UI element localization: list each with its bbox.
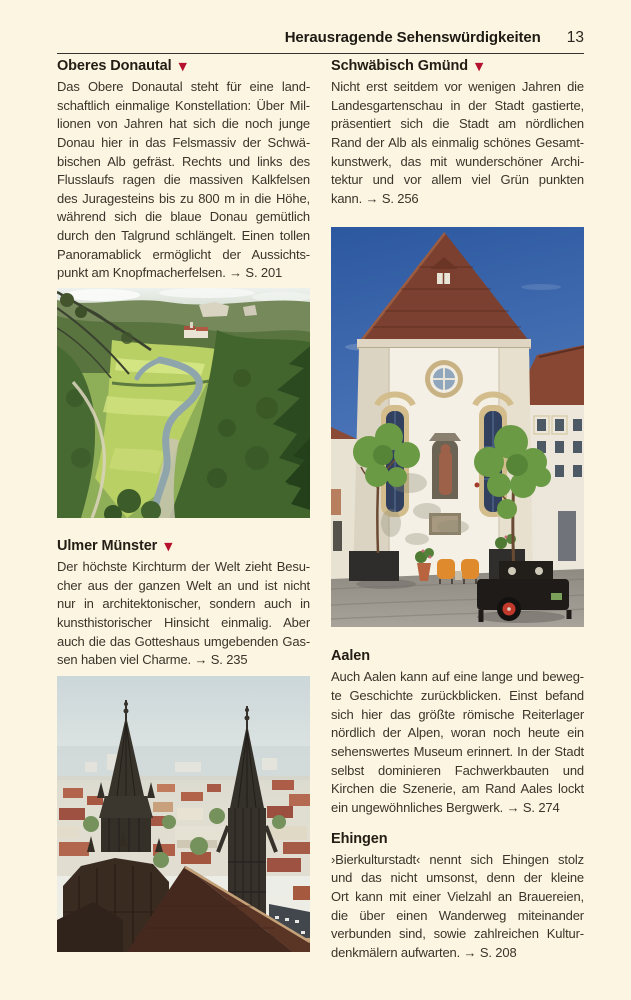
text-line: auch die das Gotteshaus umgebenden Gas- [57,633,310,649]
text-line: Auch Aalen kann auf eine lange und beweg- [331,669,584,685]
page-header [57,29,584,54]
column-right [331,57,584,963]
section-title: Schwäbisch Gmünd [331,58,468,74]
section-heading [57,57,310,76]
text-line: punkt am Knopfmacherfelsen. → S. 201 [57,265,283,281]
text-line: und das nicht umsonst, denn der kleine [331,870,584,886]
text-line: denkmälern aufwarten. → S. 208 [331,944,517,960]
section-title: Oberes Donautal [57,58,172,74]
section-schwaebisch-gmuend [331,57,584,209]
section-aalen [331,647,584,818]
section-marker-icon: ▼ [178,60,187,73]
text-line: präsentiert sich die Stadt am nördlichen [331,116,584,132]
section-ulmer-muenster [57,537,310,671]
section-oberes-donautal [57,57,310,284]
text-line: sen haben viel Charme. → S. 235 [57,652,248,668]
text-line: verbunden sind, sowie zahlreichen Kultur- [331,926,584,942]
page-number: 13 [566,29,584,46]
photo-schwaebisch-gmuend-church [331,227,584,627]
text-line: schaftlich einmalige Konstellation: Über Mil- [57,97,310,113]
text-line: nur in architektonischer, sondern auch in [57,596,310,612]
text-line: te Geschichte zurückblicken. Einst befand [331,688,584,704]
text-line: Donau hier in das Felsmassiv der Schwä- [57,134,310,150]
text-line: nördlich der Alpen, woran noch heute ein [331,725,584,741]
section-heading [331,830,584,849]
text-line: bischen Alb gefräst. Rechts und links des [57,153,310,169]
text-line: tektur und vor allem viel Grün punkten [331,172,584,188]
text-line: Panoramablick ermöglicht der Aussichts- [57,246,310,262]
text-line: die über einen Wanderweg miteinander [331,907,584,923]
section-heading [331,57,584,76]
photo-donautal-valley [57,288,310,518]
section-marker-icon: ▼ [474,60,484,73]
page-header-title: Herausragende Sehenswürdigkeiten [284,29,541,46]
section-body-text [57,79,310,284]
text-line: Rand der Alb als einmalig schönes Gesamt- [331,134,584,150]
text-line: kunsthistorischer Hinsicht einmalig. Aber [57,614,310,630]
text-line: cher aus der ganzen Welt an und ist nicht [57,577,310,593]
section-body-text [331,79,584,209]
text-line: ein ungewöhnliches Bergwerk. → S. 274 [331,799,560,815]
section-title: Ehingen [331,830,388,847]
text-line: kunstwerk, das mit wunderschöner Archi- [331,153,584,169]
section-ehingen [331,830,584,964]
text-line: Landesgartenschau in der Stadt gastierte, [331,97,584,113]
text-line: Nicht erst seitdem vor wenigen Jahren die [331,79,584,94]
text-line: sehenswertes Museum erinnert. In der Stadt [331,744,584,760]
text-line: Ort kann mit einer Vielzahl an Brauereien, [331,888,584,904]
section-marker-icon: ▼ [164,540,173,554]
section-body-text [331,852,584,964]
text-line: Kirchen die Szenerie, am Rand Aales lockt [331,781,584,797]
text-line: sich hier das größte römische Reiterlager [331,706,584,722]
text-line: lionen von Jahren hat sich die noch junge [57,116,310,132]
text-line: Das Obere Donautal steht für eine land- [57,79,310,94]
section-title: Ulmer Münster [57,538,158,555]
section-heading [331,647,584,666]
section-heading [57,537,310,556]
section-title: Aalen [331,648,370,665]
text-line: des Juragesteins bis zu 800 m in die Höhe, [57,190,310,206]
donautal-aerial-illustration [57,288,310,518]
text-line: selbst dominieren Fachwerkbauten und [331,762,584,778]
gmuend-church-illustration [331,227,584,627]
text-line: durch den Talgrund schlängelt. Einen tollen [57,228,310,244]
text-line: Der höchste Kirchturm der Welt zieht Besu- [57,559,310,575]
column-left [57,57,310,952]
ulm-minster-illustration [57,676,310,952]
text-line: kann. → S. 256 [331,190,419,206]
photo-ulm-minster [57,676,310,952]
text-line: während sich die blaue Donau gemütlich [57,209,310,225]
section-body-text [331,669,584,818]
section-body-text [57,559,310,671]
text-line: Flusslaufs ragen die massiven Kalkfelsen [57,172,310,188]
text-line: ›Bierkulturstadt‹ nennt sich Ehingen stolz [331,851,584,867]
